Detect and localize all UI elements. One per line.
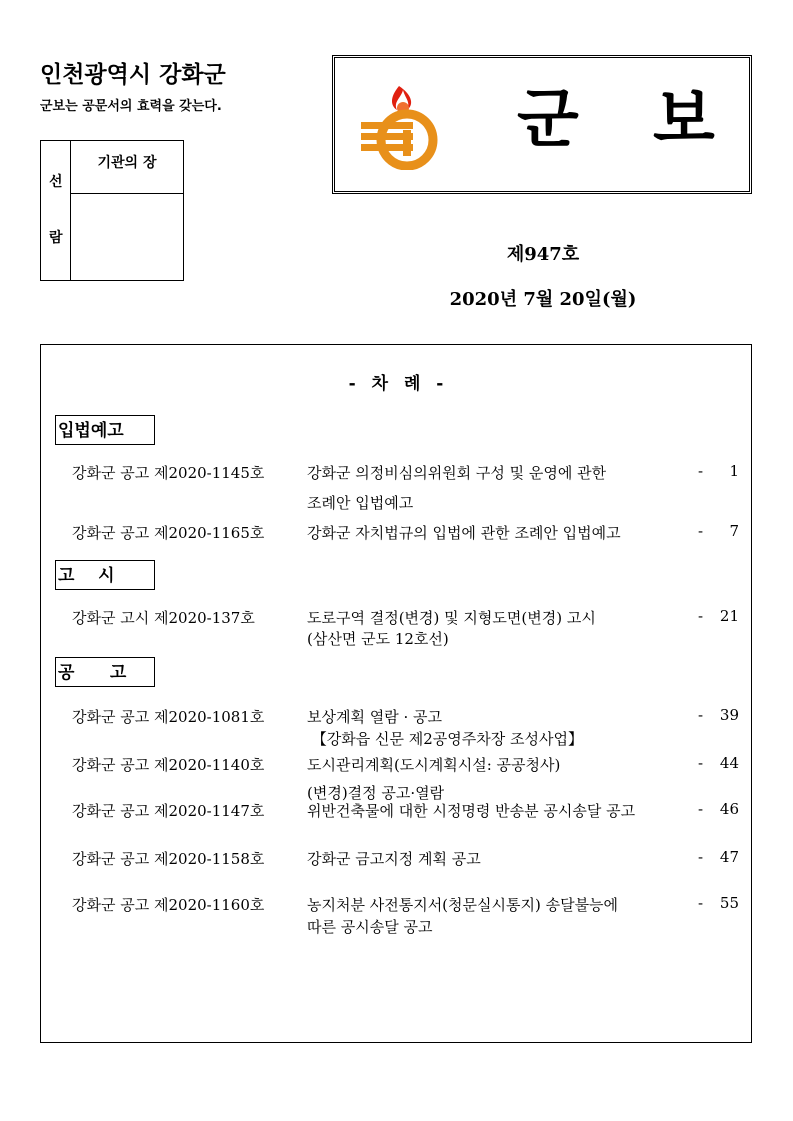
toc-entry-page: 1 — [729, 462, 739, 480]
toc-section-label: 고 시 — [55, 560, 155, 590]
circulation-label-char: 람 — [49, 230, 63, 246]
toc-entry-title — [307, 894, 697, 937]
toc-entry-page: 44 — [719, 754, 739, 772]
toc-entry-page: 46 — [719, 800, 739, 818]
toc-entry-number: 강화군 공고 제2020-1145호 — [72, 464, 265, 482]
toc-entry-title-line: 보상계획 열람 · 공고 — [307, 708, 442, 726]
masthead-char: 보 — [653, 83, 715, 157]
toc-entry-title — [307, 848, 697, 869]
toc-entry-title-line: (삼산면 군도 12호선) — [307, 630, 449, 648]
toc-entry-title-line: 위반건축물에 대한 시정명령 반송분 공시송달 공고 — [307, 802, 636, 820]
toc-entry-dash: - — [698, 800, 704, 818]
masthead — [332, 55, 752, 194]
toc-entry-dash: - — [698, 607, 704, 625]
masthead-char: 군 — [517, 83, 579, 157]
toc-entry-page: 7 — [729, 522, 739, 540]
toc-entry-page: 47 — [719, 848, 739, 866]
toc-entry-dash: - — [698, 894, 704, 912]
issue-date: 2020년 7월 20일(월) — [449, 289, 637, 310]
gunbo-emblem-icon — [359, 80, 443, 170]
toc-entry-title-line: 따른 공시송달 공고 — [307, 918, 433, 936]
toc-entry-title-line: 도시관리계획(도시계획시설: 공공청사) — [307, 756, 561, 774]
toc-entry-number: 강화군 공고 제2020-1158호 — [72, 850, 265, 868]
toc-entry-title-line: 강화군 금고지정 계획 공고 — [307, 850, 481, 868]
toc-entry-title — [307, 462, 697, 513]
toc-entry-number: 강화군 공고 제2020-1147호 — [72, 802, 265, 820]
toc-entry-dash: - — [698, 706, 704, 724]
circulation-label-column — [41, 141, 71, 280]
toc-entry-title-line: 강화군 자치법규의 입법에 관한 조례안 입법예고 — [307, 524, 621, 542]
circulation-label-char: 선 — [49, 174, 63, 190]
toc-entry-dash: - — [698, 522, 704, 540]
toc-entry-dash: - — [698, 754, 704, 772]
toc-entry-title-line: 조례안 입법예고 — [307, 494, 414, 512]
toc-entry-dash: - — [698, 462, 704, 480]
toc-entry-page: 55 — [719, 894, 739, 912]
toc-entry-title-line: (변경)결정 공고·열람 — [307, 784, 445, 802]
table-of-contents — [40, 344, 752, 1043]
toc-entry-title — [307, 754, 697, 803]
circulation-box — [40, 140, 184, 281]
toc-entry-dash: - — [698, 848, 704, 866]
toc-entry-number: 강화군 공고 제2020-1165호 — [72, 524, 265, 542]
toc-entry-number: 강화군 공고 제2020-1081호 — [72, 708, 265, 726]
toc-entry-page: 39 — [719, 706, 739, 724]
toc-entry-title — [307, 607, 697, 649]
toc-entry-title-line: 【강화읍 신문 제2공영주차장 조성사업】 — [307, 730, 583, 748]
toc-entry-title-line: 도로구역 결정(변경) 및 지형도면(변경) 고시 — [307, 609, 596, 627]
toc-section-label: 입법예고 — [55, 415, 155, 445]
toc-entry-page: 21 — [719, 607, 739, 625]
toc-entry-title — [307, 522, 697, 543]
toc-heading: - 차 례 - — [348, 374, 444, 394]
toc-entry-title-line: 농지처분 사전통지서(청문실시통지) 송달불능에 — [307, 896, 619, 914]
toc-entry-title-line: 강화군 의정비심의위원회 구성 및 운영에 관한 — [307, 464, 607, 482]
publisher-title: 인천광역시 강화군 — [40, 62, 226, 88]
toc-entry-number: 강화군 고시 제2020-137호 — [72, 609, 255, 627]
toc-entry-title — [307, 800, 697, 821]
issue-number: 제947호 — [506, 244, 580, 265]
publisher-subtitle: 군보는 공문서의 효력을 갖는다. — [40, 99, 222, 114]
toc-section-label: 공 고 — [55, 657, 155, 687]
circulation-header: 기관의 장 — [71, 141, 183, 194]
toc-entry-title — [307, 706, 697, 749]
toc-entry-number: 강화군 공고 제2020-1140호 — [72, 756, 265, 774]
toc-entry-number: 강화군 공고 제2020-1160호 — [72, 896, 265, 914]
